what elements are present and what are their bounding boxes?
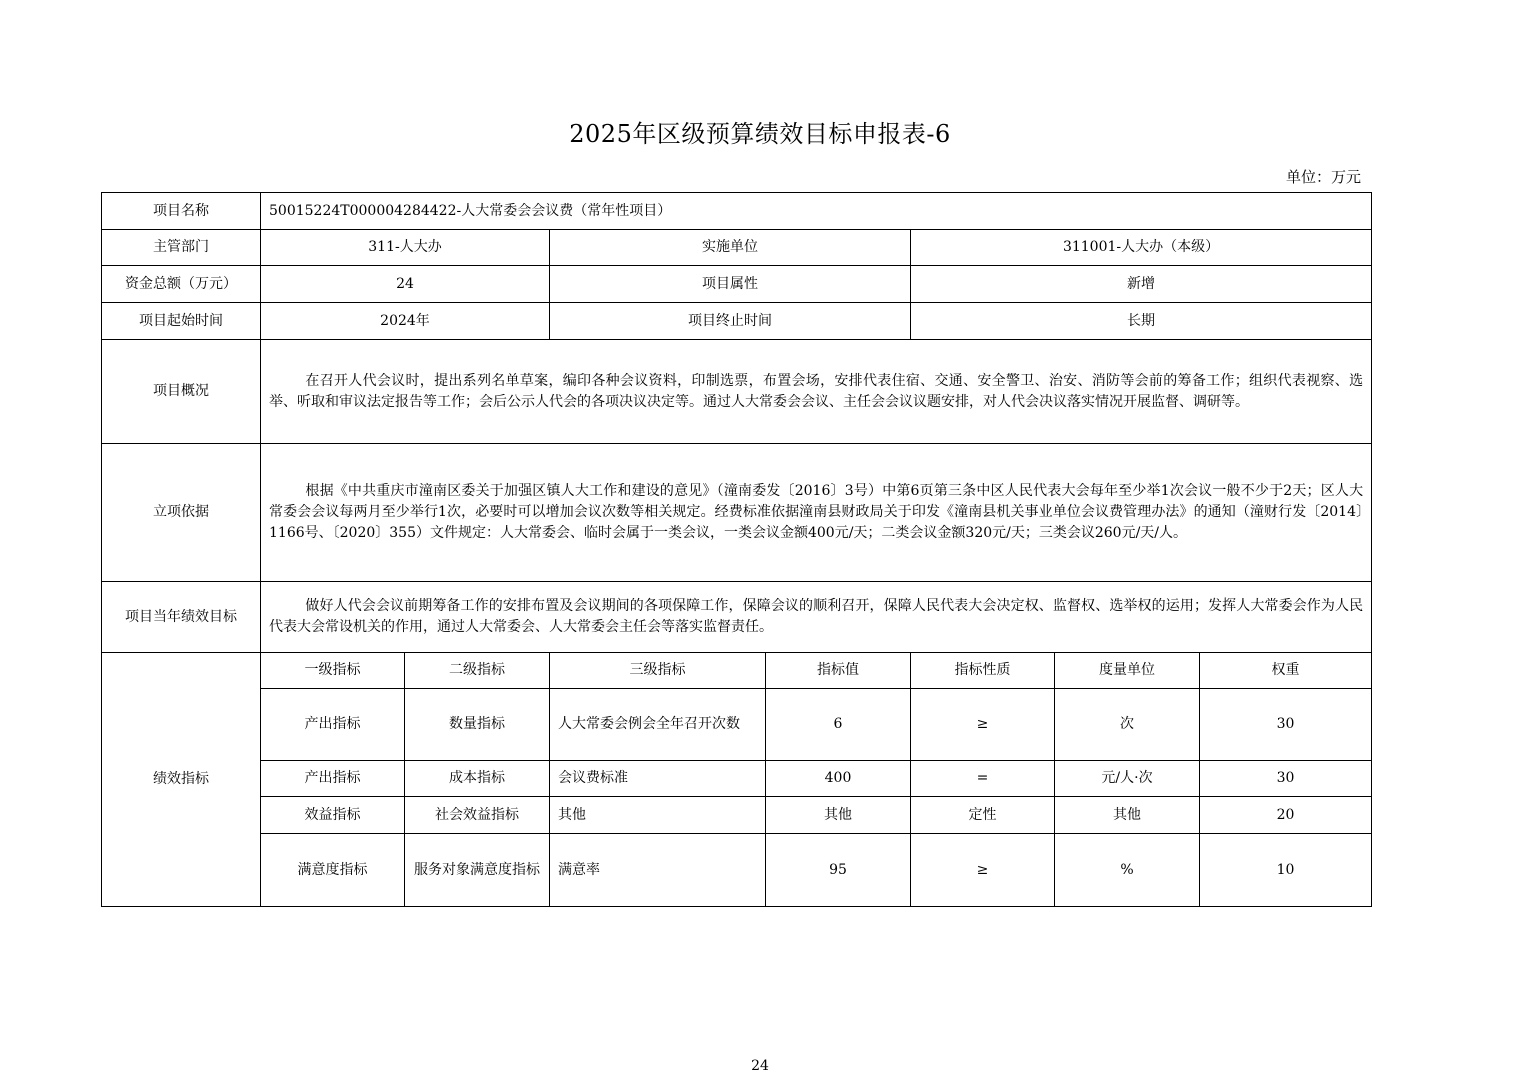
attr-label: 项目属性 [550, 266, 911, 303]
header-weight: 权重 [1200, 653, 1372, 689]
indicator-l2: 成本指标 [405, 761, 550, 797]
project-name-value: 50015224T000004284422-人大常委会会议费（常年性项目） [261, 193, 1372, 230]
fund-label: 资金总额（万元） [102, 266, 261, 303]
row-fund [102, 266, 1372, 303]
indicator-l1: 效益指标 [261, 797, 405, 834]
indicator-l3: 会议费标准 [550, 761, 766, 797]
indicator-unit: % [1055, 834, 1200, 907]
indicator-nature: = [911, 761, 1055, 797]
fund-value: 24 [261, 266, 550, 303]
indicator-nature: ≥ [911, 834, 1055, 907]
header-nature: 指标性质 [911, 653, 1055, 689]
row-project-name [102, 193, 1372, 230]
indicator-l2: 社会效益指标 [405, 797, 550, 834]
overview-text: 在召开人代会议时，提出系列名单草案，编印各种会议资料，印制选票，布置会场，安排代表住宿、交通、安全警卫、治安、消防等会前的筹备工作；组织代表视察、选举、听取和审议法定报告等工作；会后公示人代会的各项决议决定等。通过人大常委会会议、主任会会议议题安排，对人代会决议落实情况开展监督、调研等。 [261, 340, 1372, 444]
indicator-row [102, 834, 1372, 907]
header-unit: 度量单位 [1055, 653, 1200, 689]
row-department [102, 230, 1372, 266]
start-value: 2024年 [261, 303, 550, 340]
indicator-value: 其他 [766, 797, 911, 834]
indicator-nature: ≥ [911, 689, 1055, 761]
page-title: 2025年区级预算绩效目标申报表-6 [569, 120, 951, 148]
dept-label: 主管部门 [102, 230, 261, 266]
impl-value: 311001-人大办（本级） [911, 230, 1372, 266]
row-overview [102, 340, 1372, 444]
indicator-header-row [102, 653, 1372, 689]
indicator-value: 6 [766, 689, 911, 761]
indicator-l2: 服务对象满意度指标 [405, 834, 550, 907]
row-basis [102, 444, 1372, 582]
indicator-l3: 人大常委会例会全年召开次数 [550, 689, 766, 761]
goal-label: 项目当年绩效目标 [102, 582, 261, 653]
header-l2: 二级指标 [405, 653, 550, 689]
indicator-l1: 产出指标 [261, 761, 405, 797]
indicator-row [102, 761, 1372, 797]
indicator-weight: 30 [1200, 761, 1372, 797]
indicator-unit: 元/人·次 [1055, 761, 1200, 797]
overview-label: 项目概况 [102, 340, 261, 444]
indicator-nature: 定性 [911, 797, 1055, 834]
project-name-label: 项目名称 [102, 193, 261, 230]
end-value: 长期 [911, 303, 1372, 340]
header-value: 指标值 [766, 653, 911, 689]
basis-label: 立项依据 [102, 444, 261, 582]
row-goal [102, 582, 1372, 653]
indicator-l2: 数量指标 [405, 689, 550, 761]
indicator-unit: 其他 [1055, 797, 1200, 834]
start-label: 项目起始时间 [102, 303, 261, 340]
indicator-l1: 满意度指标 [261, 834, 405, 907]
goal-text: 做好人代会会议前期筹备工作的安排布置及会议期间的各项保障工作，保障会议的顺利召开，保障人民代表大会决定权、监督权、选举权的运用；发挥人大常委会作为人民代表大会常设机关的作用，通过人大常委会、人大常委会主任会等落实监督责任。 [261, 582, 1372, 653]
indicator-weight: 10 [1200, 834, 1372, 907]
basis-text: 根据《中共重庆市潼南区委关于加强区镇人大工作和建设的意见》（潼南委发〔2016〕3号）中第6页第三条中区人民代表大会每年至少举1次会议一般不少于2天；区人大常委会会议每两月至少举行1次，必要时可以增加会议次数等相关规定。经费标准依据潼南县财政局关于印发《潼南县机关事业单位会议费管理办法》的通知（潼财行发〔2014〕1166号、〔2020〕355）文件规定：人大常委会、临时会属于一类会议，一类会议金额400元/天；二类会议金额320元/天；三类会议260元/天/人。 [261, 444, 1372, 582]
end-label: 项目终止时间 [550, 303, 911, 340]
perf-label: 绩效指标 [102, 653, 261, 907]
dept-value: 311-人大办 [261, 230, 550, 266]
indicator-row [102, 689, 1372, 761]
indicator-weight: 30 [1200, 689, 1372, 761]
attr-value: 新增 [911, 266, 1372, 303]
indicator-l3: 满意率 [550, 834, 766, 907]
header-l1: 一级指标 [261, 653, 405, 689]
indicator-unit: 次 [1055, 689, 1200, 761]
indicator-weight: 20 [1200, 797, 1372, 834]
header-l3: 三级指标 [550, 653, 766, 689]
indicator-value: 400 [766, 761, 911, 797]
impl-label: 实施单位 [550, 230, 911, 266]
unit-label: 单位：万元 [1285, 168, 1361, 186]
indicator-row [102, 797, 1372, 834]
row-period [102, 303, 1372, 340]
indicator-l1: 产出指标 [261, 689, 405, 761]
budget-performance-table [101, 192, 1372, 907]
indicator-l3: 其他 [550, 797, 766, 834]
page-number: 24 [751, 1058, 769, 1074]
indicator-value: 95 [766, 834, 911, 907]
